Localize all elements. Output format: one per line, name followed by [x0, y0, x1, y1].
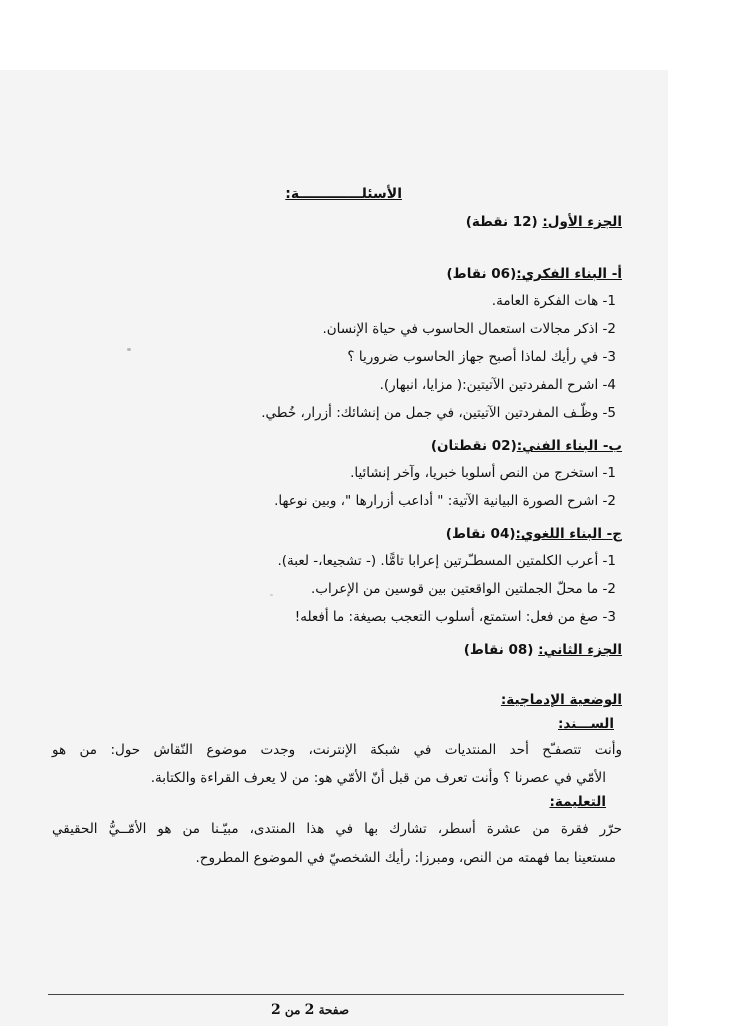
footer-page-number: 2: [304, 1002, 315, 1018]
scan-speck: [270, 594, 273, 596]
section-a-label: أ- البناء الفكري:: [516, 266, 622, 282]
part2-heading: [464, 641, 622, 659]
section-a-heading: [447, 265, 622, 283]
question-item: 4- اشرح المفردتين الآتيتين:( مزايا، انبهار).: [379, 377, 616, 393]
question-item: 2- اذكر مجالات استعمال الحاسوب في حياة الإنسان.: [322, 321, 616, 337]
section-a-points: (06 نقاط): [446, 266, 517, 282]
page-title: الأسئلـــــــــــــة:: [285, 186, 402, 202]
part1-heading-label: الجزء الأول:: [542, 214, 622, 230]
page-footer: [250, 1002, 370, 1018]
section-b-points: (02 نقطتان): [430, 438, 517, 454]
section-b-heading: [431, 437, 622, 455]
support-line: الأمّي في عصرنا ؟ وأنت تعرف من قبل أنّ الأمّي هو: من لا يعرف القراءة والكتابة.: [150, 770, 606, 786]
section-b-label: ب- البناء الفني:: [516, 438, 622, 454]
part2-points: (08 نقاط): [463, 642, 534, 658]
footer-page-total: 2: [270, 1002, 281, 1018]
part2-heading-label: الجزء الثاني:: [538, 642, 622, 658]
scan-speck: [127, 348, 131, 351]
question-item: 2- ما محلّ الجملتين الواقعتين بين قوسين من الإعراب.: [311, 581, 616, 597]
footer-page-word: صفحة: [318, 1003, 350, 1017]
section-c-points: (04 نقاط): [445, 526, 516, 542]
question-item: 2- اشرح الصورة البيانية الآتية: " أداعب أزرارها "، وبين نوعها.: [274, 493, 616, 509]
footer-of-word: من: [284, 1003, 301, 1017]
part1-points: (12 نقطة): [465, 214, 538, 230]
question-item: 5- وظّـف المفردتين الآتيتين، في جمل من إنشائك: أزرار، خُطي.: [261, 405, 616, 421]
footer-rule: [48, 994, 624, 995]
instruction-line: مستعينا بما فهمته من النص، ومبرزا: رأيك الشخصيّ في الموضوع المطروح.: [195, 850, 616, 866]
section-c-label: ج- البناء اللغوي:: [515, 526, 622, 542]
support-heading: الســـند:: [558, 716, 614, 732]
question-item: 3- في رأيك لماذا أصبح جهاز الحاسوب ضروريا ؟: [347, 349, 616, 365]
question-item: 3- صغ من فعل: استمتع، أسلوب التعجب بصيغة: ما أفعله!: [294, 609, 616, 625]
instruction-heading: التعليمة:: [549, 794, 606, 810]
instruction-line: حرّر فقرة من عشرة أسطر، تشارك بها في هذا المنتدى، مبيّـنا من هو الأمّــيُّ الحقيقي: [52, 821, 622, 837]
section-c-heading: [446, 525, 622, 543]
part1-heading: [466, 213, 622, 231]
question-item: 1- استخرج من النص أسلوبا خبريا، وآخر إنشائيا.: [350, 465, 616, 481]
support-line: وأنت تتصفـّح أحد المنتديات في شبكة الإنترنت، وجدت موضوع النّقاش حول: من هو: [52, 742, 622, 758]
question-item: 1- هات الفكرة العامة.: [491, 293, 616, 309]
situation-heading: الوضعية الإدماجية:: [500, 692, 622, 708]
question-item: 1- أعرب الكلمتين المسطـّرتين إعرابا تامًّا. (- تشجيعا،- لعبة).: [277, 553, 616, 569]
